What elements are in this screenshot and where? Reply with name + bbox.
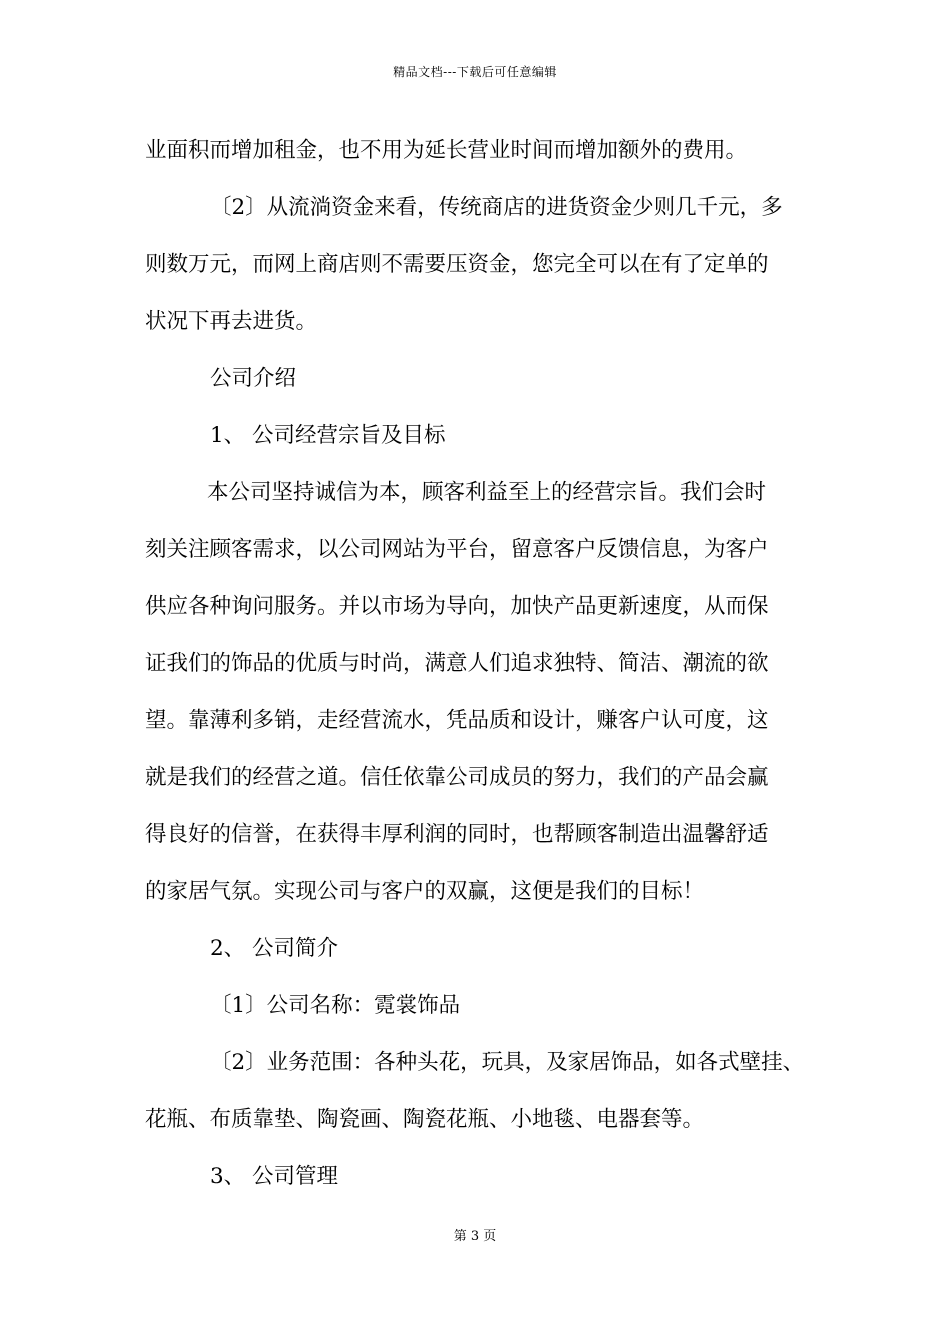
- body-line: 证我们的饰品的优质与时尚，满意人们追求独特、简洁、潮流的欲: [145, 651, 769, 676]
- section-heading: 3、 公司管理: [210, 1164, 339, 1189]
- body-line: 〔2〕从流淌资金来看，传统商店的进货资金少则几千元，多: [210, 195, 783, 220]
- body-line: 花瓶、布质靠垫、陶瓷画、陶瓷花瓶、小地毯、电器套等。: [145, 1107, 705, 1132]
- page-number: 第 3 页: [453, 1229, 497, 1244]
- body-line: 的家居气氛。实现公司与客户的双赢，这便是我们的目标！: [145, 879, 705, 904]
- section-heading: 1、 公司经营宗旨及目标: [210, 423, 446, 448]
- body-line: 就是我们的经营之道。信任依靠公司成员的努力，我们的产品会赢: [145, 765, 769, 790]
- body-line: 状况下再去进货。: [145, 309, 318, 334]
- body-line: 本公司坚持诚信为本，顾客利益至上的经营宗旨。我们会时: [207, 480, 767, 505]
- section-heading: 公司介绍: [210, 366, 297, 391]
- body-line: 供应各种询问服务。并以市场为导向，加快产品更新速度，从而保: [145, 594, 769, 619]
- body-line: 则数万元，而网上商店则不需要压资金，您完全可以在有了定单的: [145, 252, 769, 277]
- body-line: 刻关注顾客需求，以公司网站为平台，留意客户反馈信息，为客户: [145, 537, 769, 562]
- section-heading: 2、 公司简介: [210, 936, 339, 961]
- body-line: 〔1〕公司名称：霓裳饰品: [210, 993, 461, 1018]
- page-header: 精品文档---下载后可任意编辑: [393, 65, 557, 79]
- body-line: 望。靠薄利多销，走经营流水，凭品质和设计，赚客户认可度，这: [145, 708, 769, 733]
- body-line: 〔2〕业务范围：各种头花，玩具，及家居饰品，如各式壁挂、: [210, 1050, 805, 1075]
- body-line: 业面积而增加租金，也不用为延长营业时间而增加额外的费用。: [145, 138, 748, 163]
- body-line: 得良好的信誉，在获得丰厚利润的同时，也帮顾客制造出温馨舒适: [145, 822, 769, 847]
